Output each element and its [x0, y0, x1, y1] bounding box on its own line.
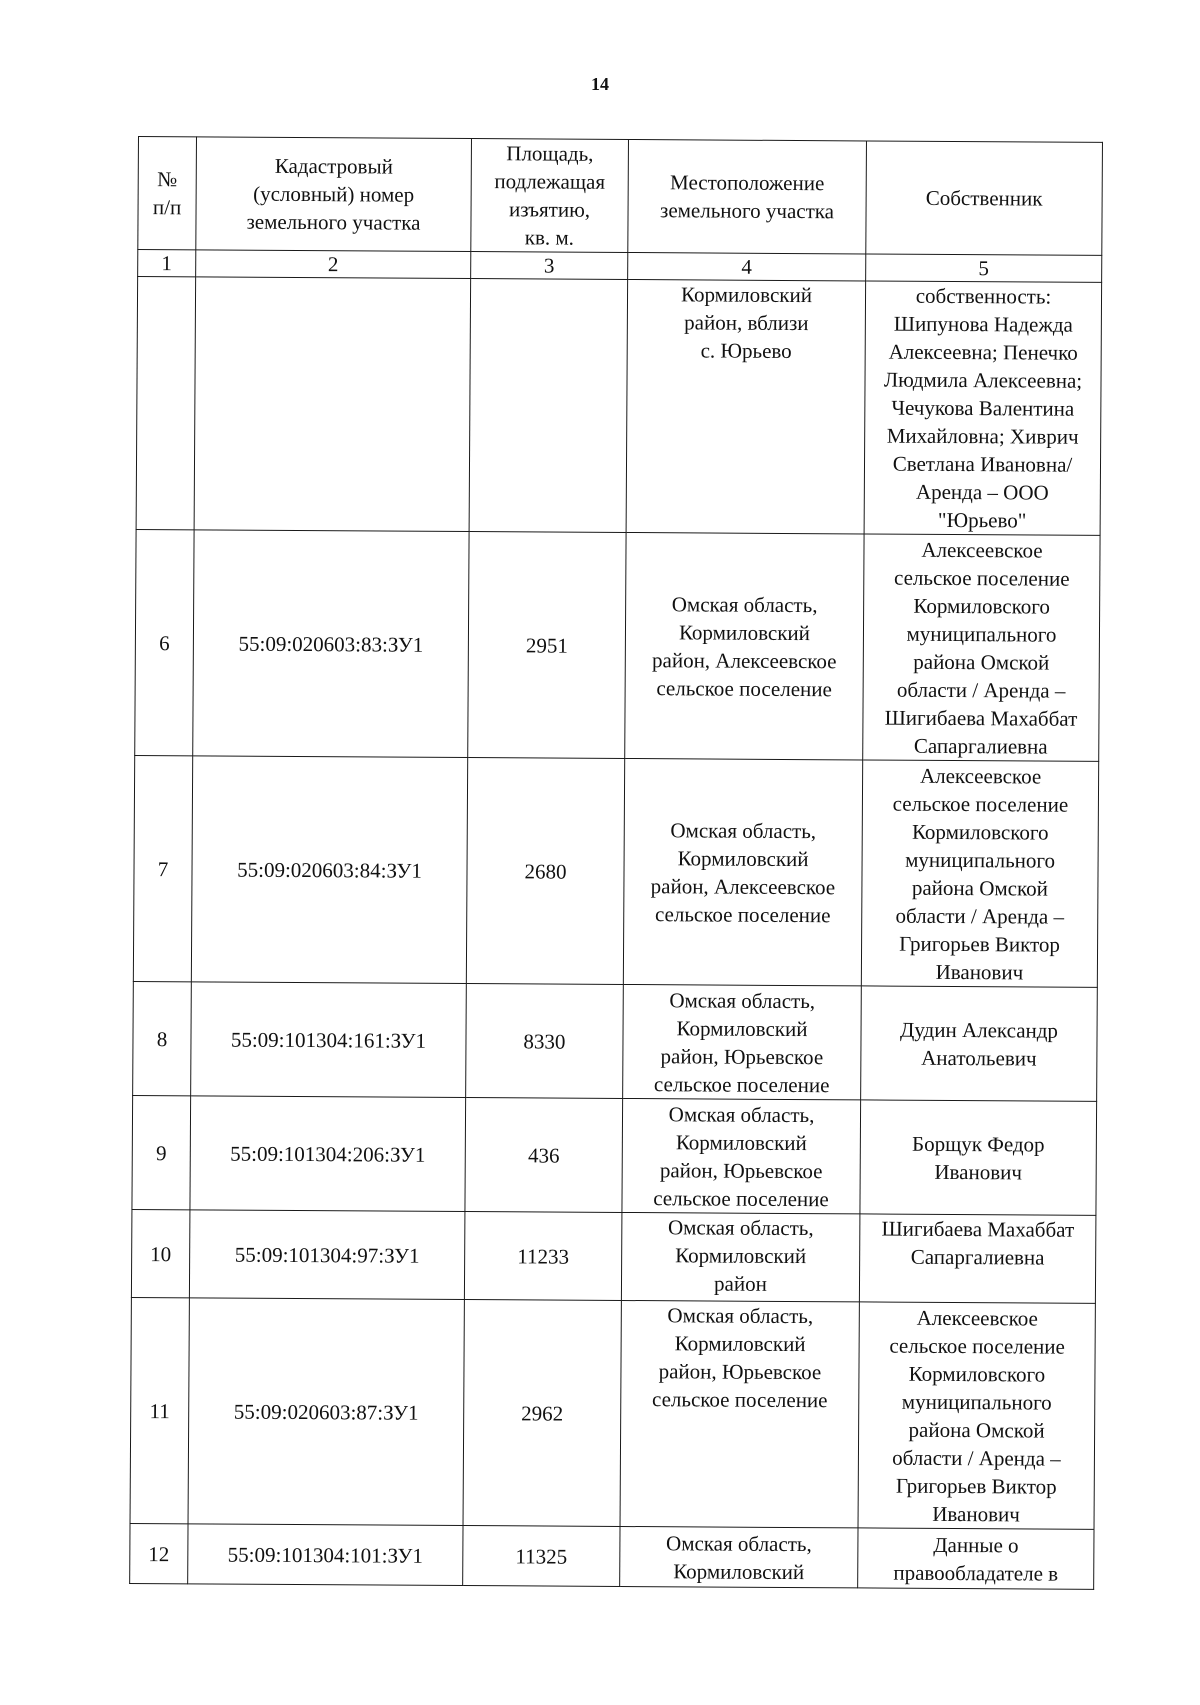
- land-plots-table: [129, 136, 1103, 1590]
- row-location: Омская область, Кормиловский район, Алексеевское сельское поселение: [623, 758, 862, 985]
- row-number: 8: [133, 981, 192, 1095]
- row-cadastral-number: 55:09:020603:83:ЗУ1: [193, 530, 469, 758]
- row-location: Омская область, Кормиловский: [620, 1526, 858, 1587]
- row-location: Омская область, Кормиловский район, Юрьевское сельское поселение: [623, 984, 862, 1099]
- table-row: [133, 981, 1098, 1101]
- header-area: Площадь, подлежащая изъятию, кв. м.: [471, 139, 629, 253]
- row-owner: Алексеевское сельское поселение Кормиловского муниципального района Омской области / Аренда – Григорьев Виктор Иванович: [858, 1302, 1095, 1529]
- row-cadastral-number: [194, 277, 471, 532]
- table-row: [130, 1523, 1094, 1589]
- row-cadastral-number: 55:09:020603:87:ЗУ1: [188, 1298, 464, 1526]
- header-cadastral-number: Кадастровый (условный) номер земельного участка: [196, 137, 472, 252]
- row-number: 11: [130, 1297, 189, 1523]
- table-row: [131, 1209, 1096, 1303]
- header-owner: Собственник: [866, 141, 1103, 255]
- row-area: 2962: [463, 1300, 621, 1527]
- row-number: 7: [133, 755, 192, 981]
- row-area: 2951: [468, 532, 626, 759]
- table-row: [132, 1095, 1097, 1215]
- row-number: 10: [131, 1209, 190, 1297]
- row-number: 9: [132, 1095, 191, 1209]
- table-row: [135, 529, 1100, 761]
- row-owner: Алексеевское сельское поселение Кормиловского муниципального района Омской области / Аренда – Григорьев Виктор Иванович: [861, 760, 1098, 987]
- row-number: 12: [130, 1523, 188, 1583]
- page-number: 14: [591, 74, 609, 94]
- row-owner: Шигибаева Махаббат Сапаргалиевна: [859, 1214, 1096, 1303]
- header-number: № п/п: [138, 137, 197, 250]
- row-owner: собственность: Шипунова Надежда Алексеевна; Пенечко Людмила Алексеевна; Чечукова Валентина Михайловна; Хиврич Светлана Ивановна/ Аренда – ООО "Юрьево": [864, 281, 1102, 535]
- column-index: 5: [866, 254, 1102, 282]
- column-index: 3: [471, 252, 628, 280]
- row-location: Омская область, Кормиловский район, Юрьевское сельское поселение: [620, 1300, 859, 1527]
- row-area: 11233: [464, 1212, 622, 1301]
- row-cadastral-number: 55:09:101304:161:ЗУ1: [191, 982, 467, 1098]
- row-number: 6: [135, 529, 194, 755]
- row-cadastral-number: 55:09:101304:206:ЗУ1: [190, 1096, 466, 1212]
- header-location: Местоположение земельного участка: [628, 139, 867, 253]
- row-area: 436: [465, 1098, 623, 1213]
- table-row: [130, 1297, 1095, 1529]
- row-cadastral-number: 55:09:101304:101:ЗУ1: [188, 1524, 463, 1586]
- column-index: 1: [138, 250, 196, 277]
- row-area: [469, 279, 628, 533]
- row-number: [136, 277, 196, 530]
- table-row: [136, 277, 1102, 536]
- row-area: 8330: [466, 984, 624, 1099]
- column-index: 2: [196, 250, 471, 279]
- row-area: 2680: [466, 758, 624, 985]
- column-index: 4: [628, 252, 866, 280]
- row-cadastral-number: 55:09:101304:97:ЗУ1: [189, 1210, 465, 1300]
- table-row: [133, 755, 1098, 987]
- row-area: 11325: [463, 1526, 620, 1587]
- row-location: Омская область, Кормиловский район, Алексеевское сельское поселение: [625, 532, 864, 759]
- row-location: Кормиловский район, вблизи с. Юрьево: [626, 279, 866, 533]
- row-owner: Борщук Федор Иванович: [860, 1100, 1097, 1215]
- row-cadastral-number: 55:09:020603:84:ЗУ1: [191, 756, 467, 984]
- row-owner: Дудин Александр Анатольевич: [861, 986, 1098, 1101]
- header-row: [138, 137, 1103, 256]
- row-owner: Алексеевское сельское поселение Кормиловского муниципального района Омской области / Аренда – Шигибаева Махаббат Сапаргалиевна: [863, 534, 1100, 761]
- row-owner: Данные о правообладателе в: [858, 1528, 1094, 1589]
- row-location: Омская область, Кормиловский район, Юрьевское сельское поселение: [622, 1098, 861, 1213]
- row-location: Омская область, Кормиловский район: [621, 1212, 860, 1301]
